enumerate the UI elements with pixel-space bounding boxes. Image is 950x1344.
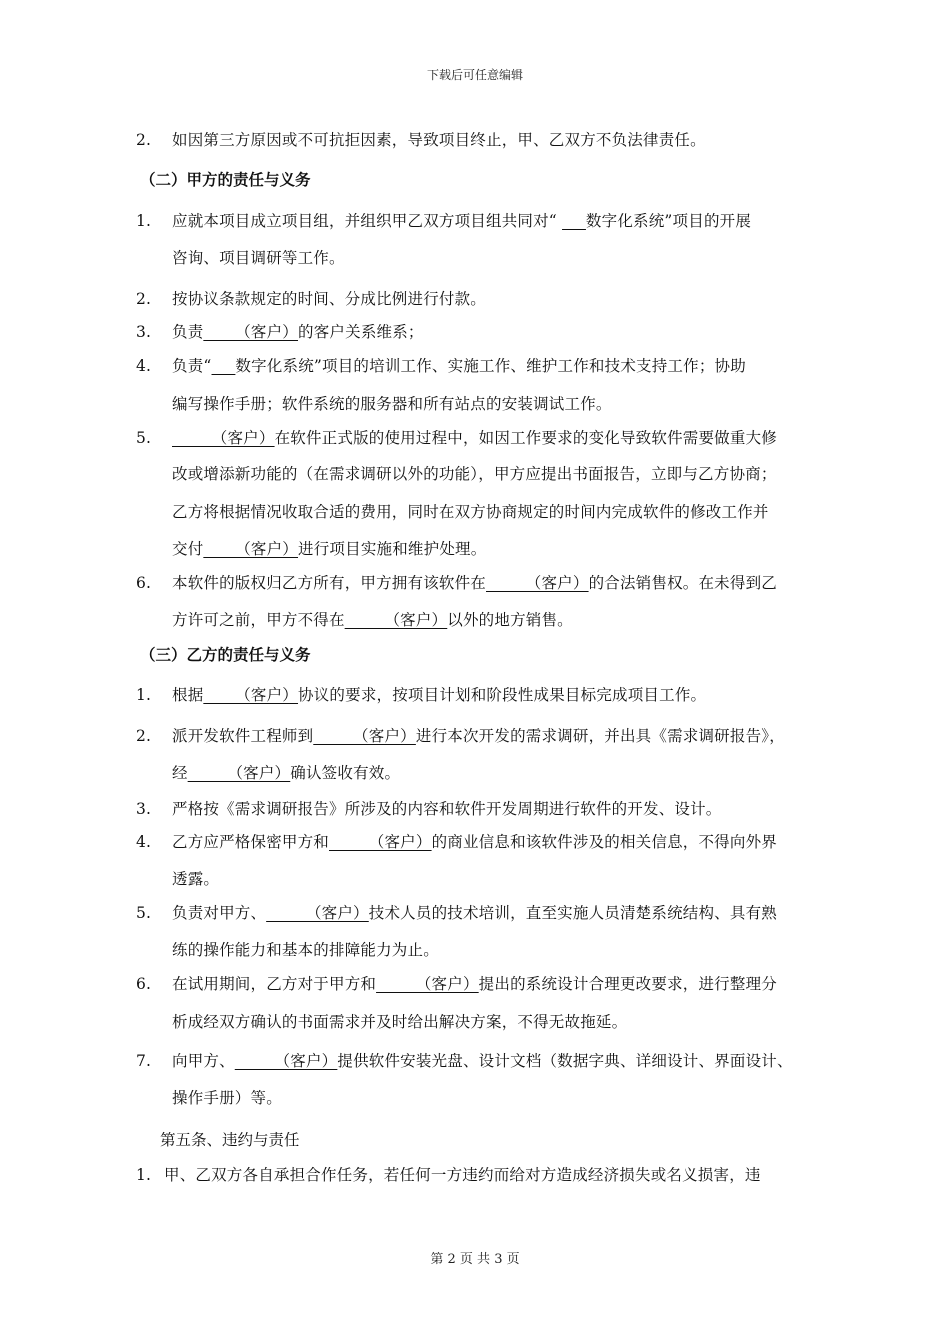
blank-field: _____（客户） bbox=[187, 764, 291, 782]
list-text-continued: 练的操作能力和基本的排障能力为止。 bbox=[172, 941, 439, 959]
list-text-continued bbox=[172, 761, 400, 783]
blank-field: _____（客户） bbox=[486, 574, 589, 592]
list-text: 提供软件安装光盘、设计文档（数据字典、详细设计、界面设计、 bbox=[337, 1052, 793, 1070]
list-text-continued: 操作手册）等。 bbox=[172, 1089, 282, 1107]
list-text: 数字化系统”项目的培训工作、实施工作、维护工作和技术支持工作；协助 bbox=[235, 357, 746, 375]
list-text: 如因第三方原因或不可抗拒因素，导致项目终止，甲、乙双方不负法律责任。 bbox=[172, 131, 706, 149]
list-text: 本软件的版权归乙方所有，甲方拥有该软件在 bbox=[172, 574, 487, 592]
list-text: 严格按《需求调研报告》所涉及的内容和软件开发周期进行软件的开发、设计。 bbox=[172, 800, 722, 818]
list-number: 6. bbox=[136, 975, 152, 993]
blank-field: _____（客户） bbox=[172, 429, 275, 447]
list-item bbox=[136, 1163, 761, 1185]
blank-field: _____（客户） bbox=[329, 833, 432, 851]
list-item bbox=[136, 724, 785, 746]
list-item bbox=[136, 209, 751, 231]
blank-field: ____（客户） bbox=[203, 323, 299, 341]
list-text-continued bbox=[172, 537, 486, 559]
section-heading-party-a: （二）甲方的责任与义务 bbox=[140, 170, 311, 189]
page-header: 下载后可任意编辑 bbox=[426, 68, 523, 82]
list-text: 方许可之前，甲方不得在 bbox=[172, 611, 345, 629]
list-text: 应就本项目成立项目组，并组织甲乙双方项目组共同对“ bbox=[172, 212, 563, 230]
list-text-continued bbox=[172, 608, 573, 630]
blank-field: ___ bbox=[211, 357, 236, 375]
list-item bbox=[136, 901, 777, 923]
blank-field: _____（客户） bbox=[234, 1052, 338, 1070]
article-heading: 第五条、违约与责任 bbox=[160, 1131, 300, 1149]
list-text: 确认签收有效。 bbox=[290, 764, 401, 782]
blank-field: _____（客户） bbox=[344, 611, 448, 629]
list-text: 进行本次开发的需求调研，并出具《需求调研报告》， bbox=[415, 727, 785, 745]
list-text-continued: 改或增添新功能的（在需求调研以外的功能），甲方应提出书面报告，立即与乙方协商； bbox=[172, 465, 777, 483]
list-text-continued: 析成经双方确认的书面需求并及时给出解决方案，不得无故拖延。 bbox=[172, 1013, 628, 1031]
list-number: 3. bbox=[136, 800, 152, 818]
list-number: 2. bbox=[136, 290, 152, 308]
list-item bbox=[136, 797, 722, 819]
list-item bbox=[136, 320, 424, 342]
blank-field: _____（客户） bbox=[266, 904, 369, 922]
list-text: 在试用期间，乙方对于甲方和 bbox=[172, 975, 377, 993]
list-text: 进行项目实施和维护处理。 bbox=[298, 540, 487, 558]
blank-field: _____（客户） bbox=[313, 727, 416, 745]
blank-field: ____（客户） bbox=[203, 686, 299, 704]
list-item bbox=[136, 128, 706, 150]
list-text: 数字化系统”项目的开展 bbox=[585, 212, 752, 230]
list-text: 甲、乙双方各自承担合作任务，若任何一方违约而给对方造成经济损失或名义损害，违 bbox=[164, 1166, 761, 1184]
list-text: 负责对甲方、 bbox=[172, 904, 267, 922]
list-text-continued: 编写操作手册；软件系统的服务器和所有站点的安装调试工作。 bbox=[172, 395, 612, 413]
list-item bbox=[136, 426, 777, 448]
list-item bbox=[136, 354, 746, 376]
list-number: 1. bbox=[136, 212, 152, 230]
list-number: 6. bbox=[136, 574, 152, 592]
list-text: 在软件正式版的使用过程中，如因工作要求的变化导致软件需要做重大修 bbox=[274, 429, 777, 447]
list-text: 负责“ bbox=[172, 357, 212, 375]
blank-field: ___ bbox=[562, 212, 586, 230]
blank-field: ____（客户） bbox=[203, 540, 299, 558]
list-number: 5. bbox=[136, 904, 152, 922]
page-footer: 第 2 页 共 3 页 bbox=[430, 1252, 520, 1267]
list-text: 交付 bbox=[172, 540, 204, 558]
list-text-continued: 咨询、项目调研等工作。 bbox=[172, 249, 345, 267]
list-text: 技术人员的技术培训，直至实施人员清楚系统结构、具有熟 bbox=[368, 904, 777, 922]
list-item bbox=[136, 683, 706, 705]
blank-field: _____（客户） bbox=[376, 975, 479, 993]
list-text: 根据 bbox=[172, 686, 204, 704]
list-text: 的合法销售权。在未得到乙 bbox=[588, 574, 777, 592]
list-text-continued: 乙方将根据情况收取合适的费用，同时在双方协商规定的时间内完成软件的修改工作并 bbox=[172, 503, 769, 521]
list-item bbox=[136, 830, 777, 852]
list-item bbox=[136, 972, 777, 994]
list-text: 经 bbox=[172, 764, 188, 782]
list-text: 提出的系统设计合理更改要求，进行整理分 bbox=[478, 975, 777, 993]
section-heading-party-b: （三）乙方的责任与义务 bbox=[140, 645, 311, 664]
list-text: 按协议条款规定的时间、分成比例进行付款。 bbox=[172, 290, 487, 308]
list-number: 4. bbox=[136, 357, 152, 375]
list-text: 的客户关系维系； bbox=[298, 323, 424, 341]
list-number: 3. bbox=[136, 323, 152, 341]
list-item bbox=[136, 1049, 793, 1071]
list-number: 5. bbox=[136, 429, 152, 447]
list-text: 向甲方、 bbox=[172, 1052, 235, 1070]
list-text: 乙方应严格保密甲方和 bbox=[172, 833, 330, 851]
list-number: 4. bbox=[136, 833, 152, 851]
list-text: 派开发软件工程师到 bbox=[172, 727, 314, 745]
list-number: 2. bbox=[136, 131, 152, 149]
list-item bbox=[136, 287, 486, 309]
list-number: 1. bbox=[136, 1166, 152, 1184]
list-number: 1. bbox=[136, 686, 152, 704]
list-text-continued: 透露。 bbox=[172, 870, 220, 888]
list-number: 2. bbox=[136, 727, 152, 745]
list-text: 的商业信息和该软件涉及的相关信息，不得向外界 bbox=[431, 833, 777, 851]
list-text: 负责 bbox=[172, 323, 204, 341]
list-text: 以外的地方销售。 bbox=[447, 611, 573, 629]
list-number: 7. bbox=[136, 1052, 152, 1070]
list-item bbox=[136, 571, 777, 593]
list-text: 协议的要求，按项目计划和阶段性成果目标完成项目工作。 bbox=[298, 686, 707, 704]
